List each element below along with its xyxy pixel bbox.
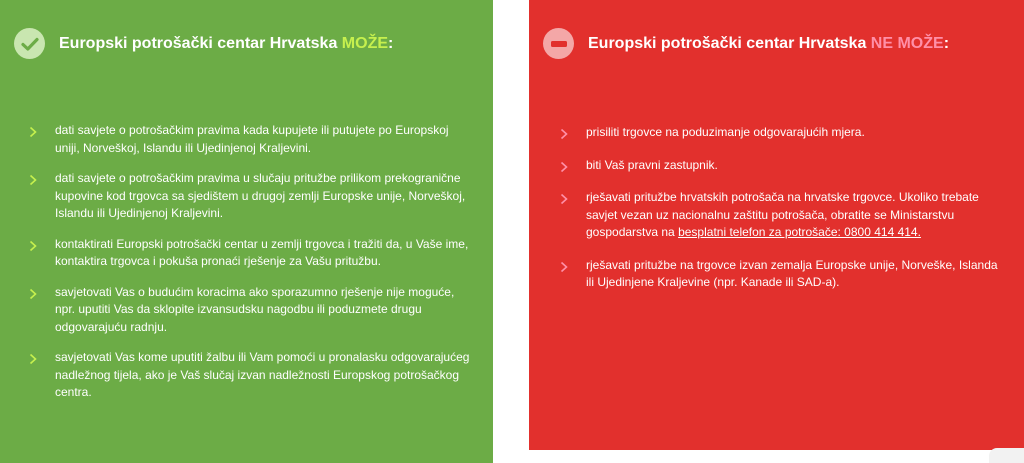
list-item-text: rješavati pritužbe hrvatskih potrošača na hrvatske trgovce. Ukoliko trebate savjet vezan uz nacionalnu zaštitu potrošača, obratite se Ministarstvu gospodarstva na <box>586 190 979 239</box>
list-item-text: savjetovati Vas o budućim koracima ako sporazumno rješenje nije moguće, npr. uputiti Vas da sklopite izvansudsku nagodbu ili poduzmete drugu odgovarajuću radnju. <box>55 284 455 334</box>
list-item <box>559 157 999 175</box>
chevron-right-icon <box>559 261 569 273</box>
list-item-text: prisiliti trgovce na poduzimanje odgovarajućih mjera. <box>586 125 865 139</box>
can-title-highlight: MOŽE <box>341 34 389 52</box>
can-title-prefix: Europski potrošački centar Hrvatska <box>59 34 338 52</box>
cannot-title-highlight: NE MOŽE <box>870 34 944 52</box>
cannot-title-prefix: Europski potrošački centar Hrvatska <box>588 34 867 52</box>
cannot-title <box>588 35 949 53</box>
cannot-header <box>543 28 949 59</box>
minus-icon <box>543 28 574 59</box>
corner-widget <box>989 448 1024 463</box>
list-item <box>559 257 999 292</box>
list-item-text: kontaktirati Europski potrošački centar u zemlji trgovca i tražiti da, u Vaše ime, kontaktira trgovca i pokuša pronaći rješenje za Vašu pritužbu. <box>55 236 469 268</box>
list-item <box>28 122 473 157</box>
list-item-text: savjetovati Vas kome uputiti žalbu ili Vam pomoći u pronalasku odgovarajućeg nadležnog tijela, ako je Vaš slučaj izvan nadležnosti Europskog potrošačkog centra. <box>55 350 470 399</box>
cannot-panel <box>529 0 1024 450</box>
cannot-title-suffix: : <box>943 34 950 52</box>
check-icon <box>14 28 45 59</box>
list-item <box>28 236 473 271</box>
consumer-phone-link[interactable]: besplatni telefon za potrošače: 0800 414 414. <box>678 225 921 239</box>
chevron-right-icon <box>28 126 38 138</box>
cannot-list <box>559 124 999 307</box>
can-header <box>14 28 393 59</box>
list-item <box>559 189 999 242</box>
chevron-right-icon <box>559 193 569 205</box>
list-item <box>28 284 473 337</box>
list-item <box>28 170 473 223</box>
can-panel <box>0 0 493 463</box>
list-item <box>28 349 473 402</box>
can-list <box>28 122 473 415</box>
chevron-right-icon <box>28 240 38 252</box>
chevron-right-icon <box>28 174 38 186</box>
can-title-suffix: : <box>388 34 394 52</box>
list-item-text: rješavati pritužbe na trgovce izvan zemalja Europske unije, Norveške, Islanda ili Ujedinjene Kraljevine (npr. Kanade ili SAD-a). <box>586 257 998 289</box>
chevron-right-icon <box>28 353 38 365</box>
chevron-right-icon <box>28 288 38 300</box>
list-item-text: biti Vaš pravni zastupnik. <box>586 157 718 172</box>
can-title <box>59 35 393 53</box>
chevron-right-icon <box>559 128 569 140</box>
list-item-text: dati savjete o potrošačkim pravima kada kupujete ili putujete po Europskoj uniji, Norveškoj, Islandu ili Ujedinjenoj Kraljevini. <box>55 123 449 155</box>
list-item <box>559 124 999 142</box>
list-item-text: dati savjete o potrošačkim pravima u slučaju pritužbe prilikom prekogranične kupovine kod trgovca sa sjedištem u drugoj zemlji Europske unije, Norveškoj, Islandu ili Ujedinjenoj Kraljevini. <box>55 171 466 220</box>
chevron-right-icon <box>559 161 569 173</box>
